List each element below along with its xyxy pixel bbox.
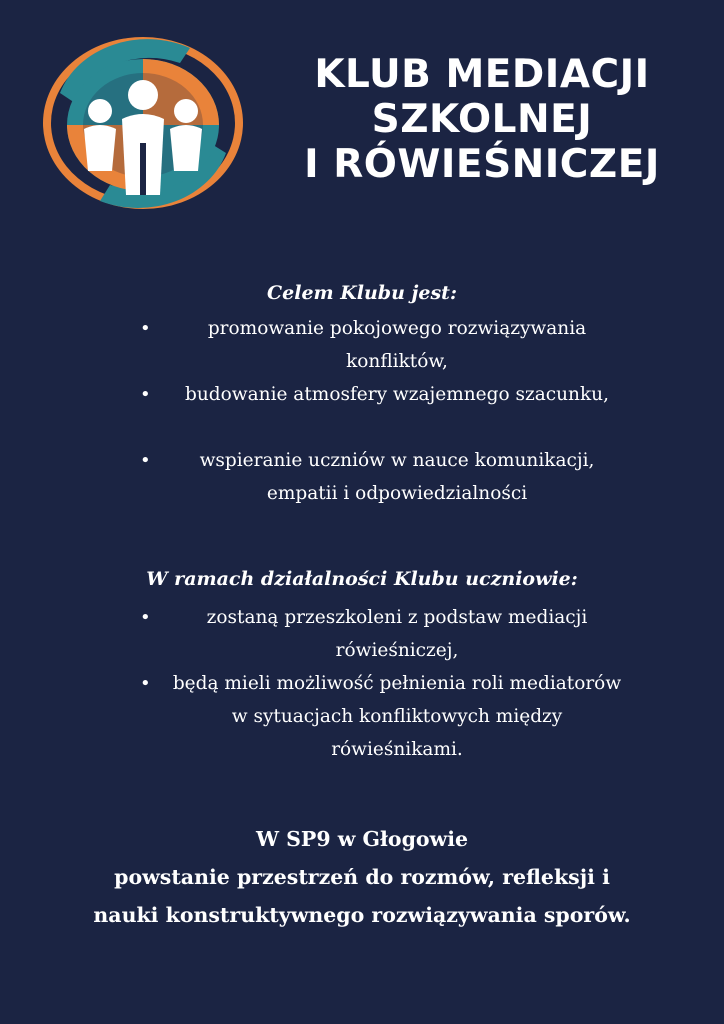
closing-statement [0, 820, 724, 934]
club-logo-icon [40, 33, 246, 213]
bullet-icon: • [140, 450, 151, 471]
bullet-icon: • [140, 384, 151, 405]
list-item [140, 444, 630, 510]
goal-text: promowanie pokojowego rozwiązywania konfliktów, [207, 318, 587, 372]
title-line-2: SZKOLNEJ [371, 97, 593, 142]
title-line-1: KLUB MEDIACJI [314, 52, 650, 97]
closing-line-3: nauki konstruktywnego rozwiązywania sporów. [93, 903, 631, 927]
bullet-icon: • [140, 673, 151, 694]
goals-heading: Celem Klubu jest: [267, 282, 457, 304]
goals-list [140, 312, 630, 510]
list-item [140, 312, 630, 378]
title-line-3: I RÓWIEŚNICZEJ [304, 142, 660, 187]
bullet-icon: • [140, 318, 151, 339]
list-item [140, 667, 630, 766]
goal-text: wspieranie uczniów w nauce komunikacji, empatii i odpowiedzialności [199, 450, 595, 504]
bullet-icon: • [140, 607, 151, 628]
activities-list [140, 601, 630, 766]
goal-text: budowanie atmosfery wzajemnego szacunku, [185, 384, 609, 405]
activity-text: będą mieli możliwość pełnienia roli mediatorów w sytuacjach konfliktowych między rówieśnikami. [172, 673, 622, 760]
activity-text: zostaną przeszkoleni z podstaw mediacji rówieśniczej, [206, 607, 588, 661]
activities-heading: W ramach działalności Klubu uczniowie: [146, 568, 578, 590]
list-item [140, 601, 630, 667]
closing-line-1: W SP9 w Głogowie [255, 827, 469, 851]
page-title [272, 52, 692, 187]
list-item [140, 378, 630, 444]
closing-line-2: powstanie przestrzeń do rozmów, refleksji i [114, 865, 610, 889]
